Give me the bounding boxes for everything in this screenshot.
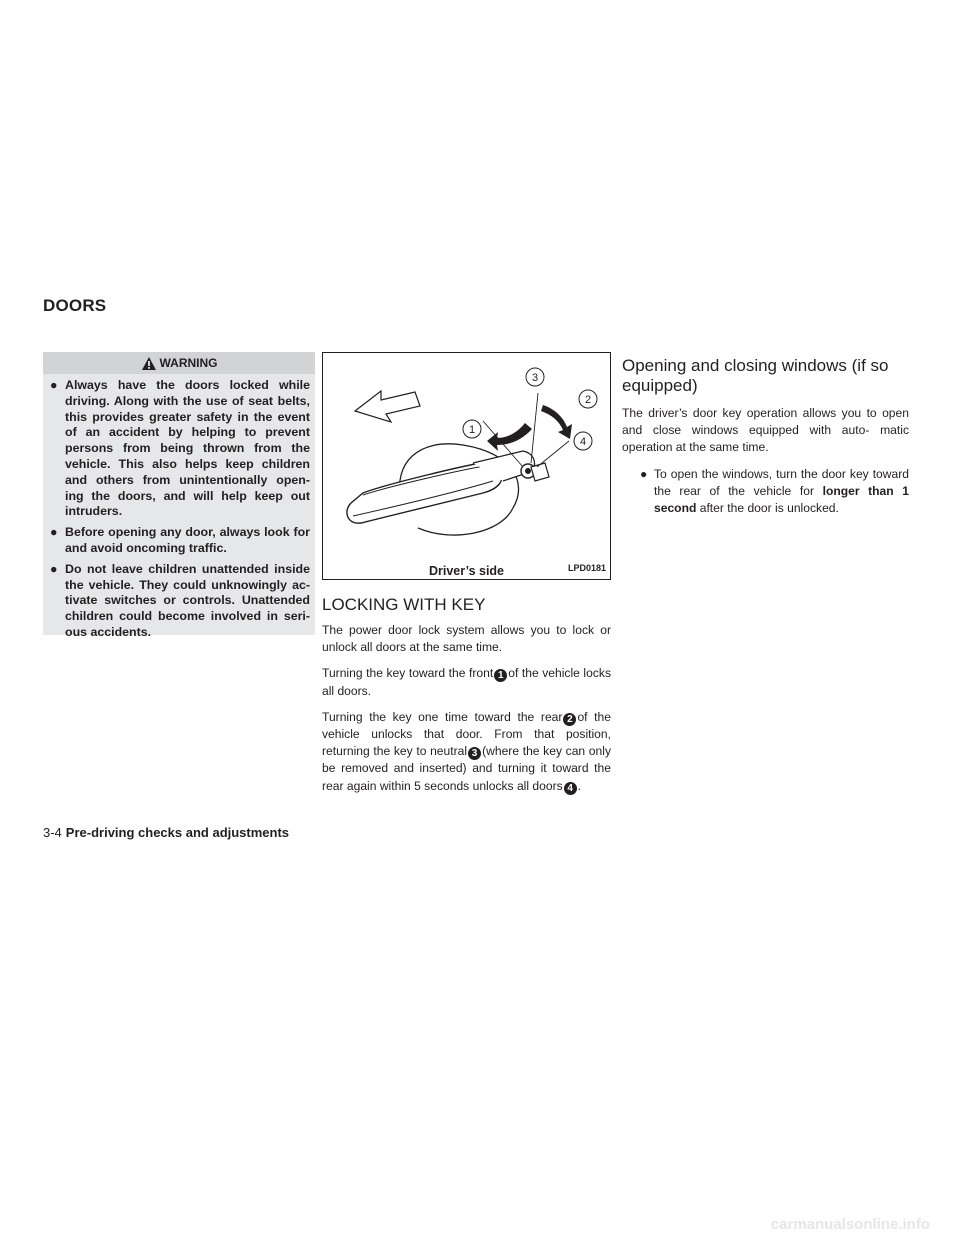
figure-code: LPD0181 bbox=[567, 563, 606, 573]
svg-text:4: 4 bbox=[579, 436, 587, 448]
lock-rotation-arrow-icon bbox=[487, 423, 532, 451]
warning-item: ● Before opening any door, always look for and avoid oncoming traffic. bbox=[50, 525, 310, 555]
warning-item: ● Do not leave children unattended inside the vehicle. They could unknowingly ac- tivate switches or controls. Unattended children could become involved in seri- ous accidents. bbox=[50, 561, 310, 639]
warning-box bbox=[43, 352, 315, 639]
windows-paragraph: The driver’s door key operation allows you to open and close windows equipped with auto- matic operation at the same time. bbox=[622, 406, 909, 455]
callout-1 bbox=[463, 420, 481, 438]
bullet: ● bbox=[50, 378, 58, 392]
windows-section bbox=[622, 356, 909, 517]
door-key-figure bbox=[322, 352, 611, 580]
warning-title: WARNING bbox=[159, 356, 218, 370]
svg-text:3: 3 bbox=[531, 372, 539, 384]
chapter-title: Pre-driving checks and adjustments bbox=[65, 825, 290, 840]
figure-caption: Driver’s side bbox=[428, 564, 505, 578]
page-number: 3-4 bbox=[43, 825, 62, 840]
locking-section bbox=[322, 595, 611, 804]
callout-number: 2 bbox=[563, 713, 576, 726]
bullet: ● bbox=[50, 525, 58, 540]
locking-paragraph-3: Turning the key one time toward the rear 2 of the vehicle unlocks that door. From that position, returning the key to neutral 3 (where the key can only be removed and inserted) and turning it toward the rear again within 5 seconds unlocks all doors 4 . bbox=[322, 709, 611, 794]
locking-paragraph-2: Turning the key toward the front 1 of the vehicle locks all doors. bbox=[322, 666, 611, 698]
svg-text:2: 2 bbox=[584, 394, 592, 406]
svg-text:1: 1 bbox=[468, 424, 476, 436]
watermark: carmanualsonline.info bbox=[770, 1216, 930, 1233]
windows-list bbox=[622, 466, 909, 518]
bullet: ● bbox=[50, 561, 58, 576]
locking-paragraph-1: The power door lock system allows you to lock or unlock all doors at the same time. bbox=[322, 623, 611, 655]
windows-list-item: ● To open the windows, turn the door key toward the rear of the vehicle for longer than 1 second after the door is unlocked. bbox=[640, 466, 909, 516]
callout-number: 1 bbox=[494, 669, 507, 682]
door-handle-illustration bbox=[323, 353, 610, 561]
locking-heading: LOCKING WITH KEY bbox=[322, 595, 486, 614]
unlock-rotation-arrow-icon bbox=[541, 405, 572, 439]
warning-triangle-icon bbox=[141, 356, 157, 371]
section-title: DOORS bbox=[43, 296, 107, 315]
page-footer bbox=[43, 825, 289, 840]
callout-3 bbox=[526, 368, 544, 386]
windows-heading: Opening and closing windows (if so equipped) bbox=[622, 356, 889, 395]
warning-header bbox=[43, 352, 315, 374]
front-direction-arrow-icon bbox=[355, 391, 420, 422]
callout-number: 4 bbox=[564, 782, 577, 795]
warning-list bbox=[49, 378, 310, 641]
callout-2 bbox=[579, 390, 597, 408]
warning-item: ● Always have the doors locked while driving. Along with the use of seat belts, this provides greater safety in the event of an accident by helping to prevent persons from being thrown from the vehicle. This also helps keep children and others from unintentionally open- ing the doors, and will help keep out intruders. bbox=[50, 378, 310, 519]
bullet: ● bbox=[640, 466, 648, 481]
callout-4 bbox=[574, 432, 592, 450]
callout-number: 3 bbox=[468, 747, 481, 760]
